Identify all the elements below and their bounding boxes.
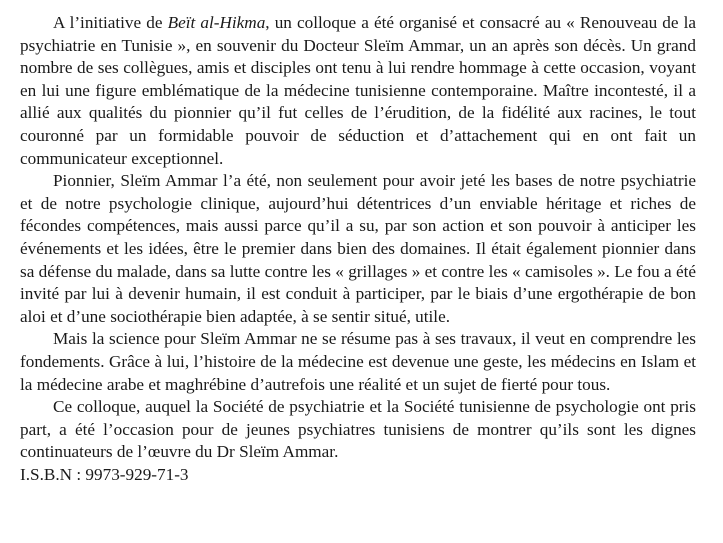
paragraph-4: Ce colloque, auquel la Société de psychiatrie et la Société tunisienne de psychologie ont pris part, a été l’occasion pour de jeunes psychiatres tunisiens de montrer qu’ils sont les dignes continuateurs de l’œuvre du Dr Sleïm Ammar.: [20, 397, 696, 462]
document-body: [20, 12, 696, 486]
isbn-line: I.S.B.N : 9973-929-71-3: [20, 464, 189, 484]
paragraph-3: Mais la science pour Sleïm Ammar ne se résume pas à ses travaux, il veut en comprendre les fondements. Grâce à lui, l’histoire de la médecine est devenue une geste, les médecins en Islam et la médecine arabe et maghrébine d’autrefois une réalité et un sujet de fierté pour tous.: [20, 329, 696, 394]
paragraph-1: [20, 12, 696, 170]
paragraph-2: Pionnier, Sleïm Ammar l’a été, non seulement pour avoir jeté les bases de notre psychiatrie et de notre psychologie clinique, aujourd’hui détentrices d’un enviable héritage et riches de fécondes compétences, mais aussi parce qu’il a su, par son action et son pouvoir à anticiper les événements et les idées, être le premier dans bien des domaines. Il était également pionnier dans sa défense du malade, dans sa lutte contre les « grillages » et contre les « camisoles ». Le fou a été invité par lui à devenir humain, il est conduit à participer, par le biais d’une ergothérapie de bon aloi et d’une sociothérapie bien adaptée, à se sentir situé, utile.: [20, 171, 696, 326]
paragraph-1-body: , un colloque a été organisé et consacré au « Renouveau de la psychiatrie en Tunisie », en souvenir du Docteur Sleïm Ammar, un an après son décès. Un grand nombre de ses collègues, amis et disciples ont tenu à lui rendre hommage à cette occasion, voyant en lui une figure emblématique de la médecine tunisienne contemporaine. Maître incontesté, il a allié aux qualités du pionnier qu’il fut celles de l’érudition, de la fidélité aux racines, le tout couronné par un formidable pouvoir de séduction et d’attachement qui en ont fait un communicateur exceptionnel.: [20, 13, 697, 168]
paragraph-1-lead: A l’initiative de: [53, 13, 168, 32]
institution-name: Beït al-Hikma: [167, 13, 266, 32]
